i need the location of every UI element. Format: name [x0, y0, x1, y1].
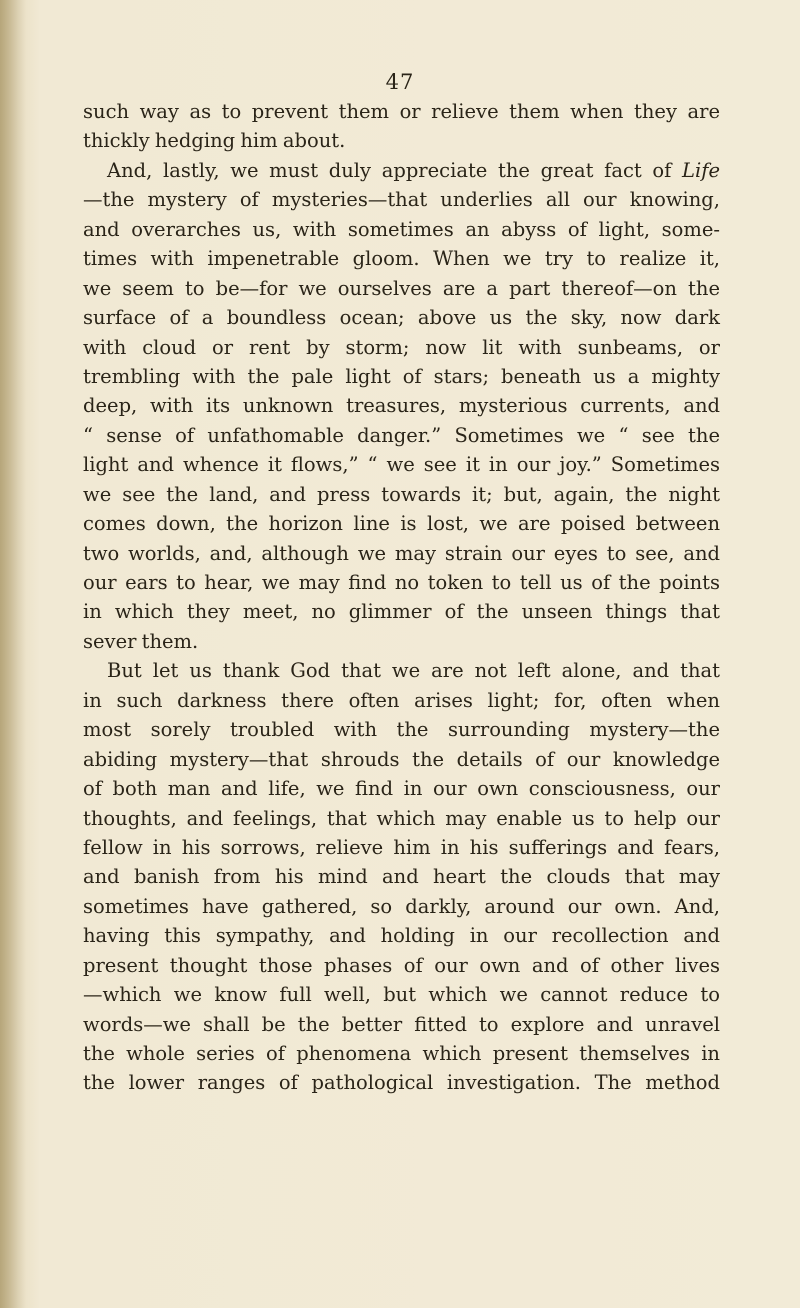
- text-line: we seem to be—for we ourselves are a part thereof—on the: [83, 276, 720, 300]
- text-line: “ sense of unfathomable danger.” Sometimes we “ see the: [83, 423, 720, 447]
- text-line: times with impenetrable gloom. When we try to realize it,: [83, 247, 720, 271]
- spine-shadow: [0, 0, 26, 1308]
- text-line: sever them.: [83, 629, 199, 653]
- text-span: But let us thank God that we are not left alone, and that: [107, 659, 720, 683]
- italic-word: Life: [682, 158, 720, 182]
- text-line: fellow in his sorrows, relieve him in his sufferings and fears,: [83, 835, 720, 859]
- text-line: words—we shall be the better fitted to explore and unravel: [83, 1012, 720, 1036]
- page-number: 47: [385, 70, 415, 94]
- text-line: the lower ranges of pathological investigation. The method: [83, 1071, 720, 1095]
- text-line: in which they meet, no glimmer of the unseen things that: [83, 600, 720, 624]
- text-line: surface of a boundless ocean; above us the sky, now dark: [83, 306, 720, 330]
- text-line: present thought those phases of our own and of other lives: [83, 953, 720, 977]
- text-line: our ears to hear, we may find no token to tell us of the points: [83, 571, 720, 594]
- text-line: light and whence it flows,” “ we see it in our joy.” Sometimes: [83, 453, 720, 477]
- text-line: of both man and life, we find in our own consciousness, our: [83, 777, 720, 801]
- paragraph-start-line: [83, 156, 720, 185]
- text-line: trembling with the pale light of stars; beneath us a mighty: [83, 364, 720, 388]
- text-line: and banish from his mind and heart the clouds that may: [83, 865, 720, 889]
- text-line: with cloud or rent by storm; now lit with sunbeams, or: [83, 335, 720, 359]
- text-line: —the mystery of mysteries—that underlies all our knowing,: [83, 188, 720, 212]
- text-line: abiding mystery—that shrouds the details of our knowledge: [83, 747, 720, 771]
- paragraph-start-line: [83, 656, 720, 685]
- text-line: such way as to prevent them or relieve them when they are: [83, 100, 720, 123]
- text-line: thickly hedging him about.: [83, 129, 346, 153]
- text-line: the whole series of phenomena which present themselves in: [83, 1042, 720, 1065]
- text-line: two worlds, and, although we may strain our eyes to see, and: [83, 541, 720, 565]
- text-line: sometimes have gathered, so darkly, around our own. And,: [83, 894, 720, 918]
- text-line: —which we know full well, but which we cannot reduce to: [83, 983, 720, 1007]
- text-line: and overarches us, with sometimes an abyss of light, some-: [83, 217, 720, 241]
- text-line: thoughts, and feelings, that which may enable us to help our: [83, 806, 720, 830]
- text-line: most sorely troubled with the surrounding mystery—the: [83, 718, 720, 742]
- body-text: [83, 97, 720, 1098]
- text-line: having this sympathy, and holding in our recollection and: [83, 924, 720, 948]
- text-span: And, lastly, we must duly appreciate the great fact of Life: [107, 158, 720, 182]
- text-line: deep, with its unknown treasures, mysterious currents, and: [83, 394, 720, 418]
- text-line: we see the land, and press towards it; but, again, the night: [83, 482, 720, 506]
- text-line: in such darkness there often arises light; for, often when: [83, 688, 720, 712]
- text-line: comes down, the horizon line is lost, we are poised between: [83, 512, 720, 536]
